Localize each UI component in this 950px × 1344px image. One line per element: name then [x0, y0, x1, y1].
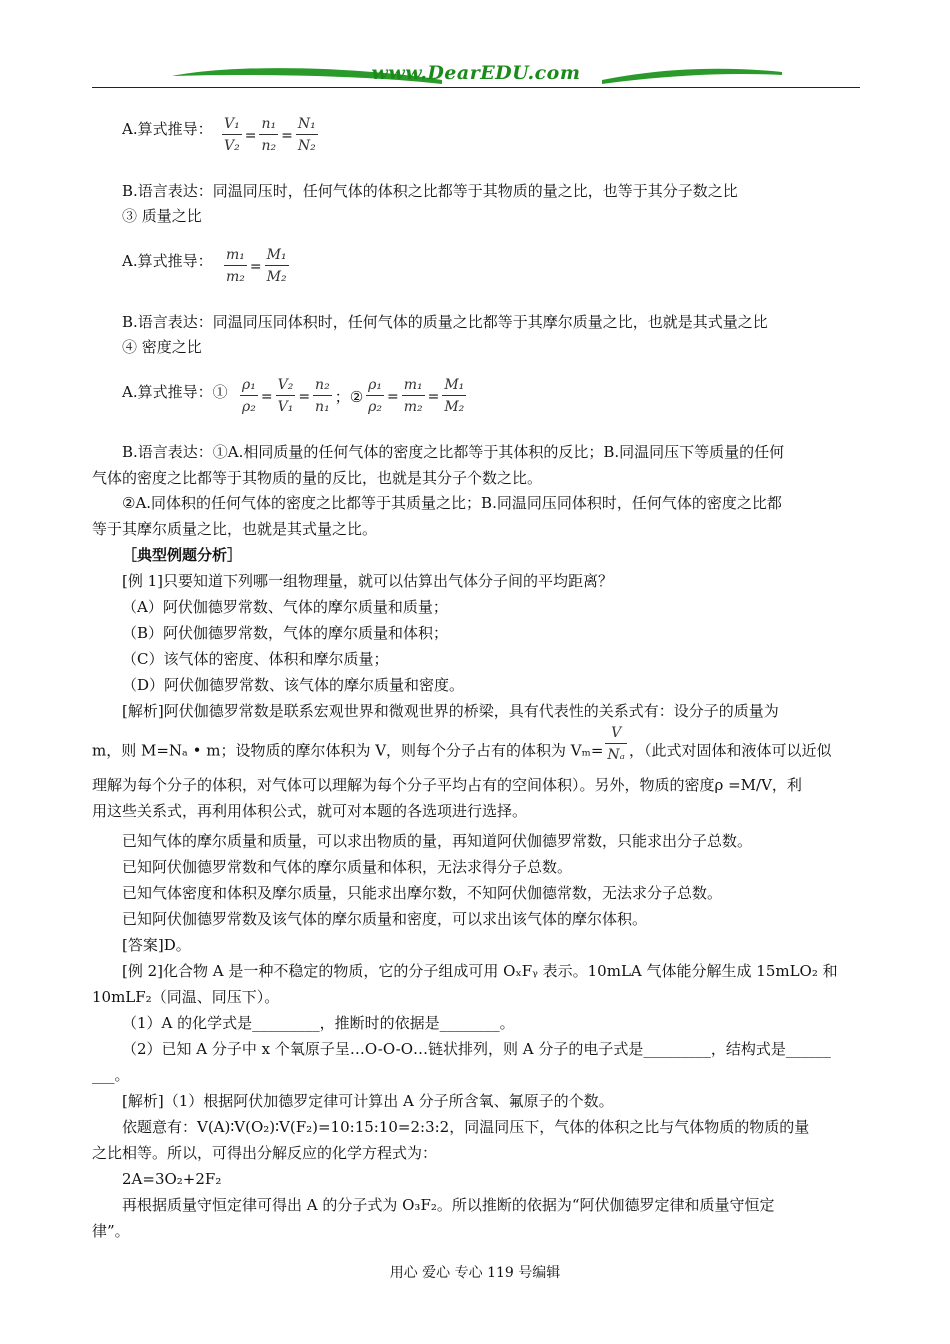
- reasoning-line: 已知阿伏伽德罗常数和气体的摩尔质量和体积，无法求得分子总数。: [122, 858, 573, 876]
- chemical-equation: 2A=3O₂+2F₂: [122, 1170, 222, 1188]
- density-ratio-formula: $\frac{\text{ρ₁}}{\text{ρ₂}}$ = $\frac{\text{V₂}}{\text{V₁}}$ = $\frac{\text{n₂}}{\text{n₁}}$ ；② $\frac{\text{ρ₁}}{\text{ρ₂}}$ = $\frac{\text{m₁}}{\text{m₂}}$ = $\frac{\text{M₁}}{\text{M₂}}$: [242, 377, 465, 415]
- right-swoosh-icon: [602, 64, 782, 86]
- analysis-line: 理解为每个分子的体积，对气体可以理解为每个分子平均占有的空间体积）。另外，物质的密度ρ =M/V，利: [92, 776, 802, 794]
- analysis-line: 再根据质量守恒定律可得出 A 的分子式为 O₃F₂。所以推断的依据为“阿伏伽德罗定律和质量守恒定: [122, 1196, 775, 1214]
- reasoning-line: 已知气体的摩尔质量和质量，可以求出物质的量，再知道阿伏伽德罗常数，只能求出分子总数。: [122, 832, 753, 850]
- option-b: （B）阿伏伽德罗常数，气体的摩尔质量和体积；: [122, 624, 449, 642]
- analysis-line: 依题意有：V(A)∶V(O₂)∶V(F₂)=10:15:10=2:3:2，同温同压下，气体的体积之比与气体物质的物质的量: [122, 1118, 810, 1136]
- analysis-line: 用这些关系式，再利用体积公式，就可对本题的各选项进行选择。: [92, 802, 528, 820]
- option-d: （D）阿伏伽德罗常数、该气体的摩尔质量和密度。: [122, 676, 465, 694]
- analysis-line: [解析]（1）根据阿伏加德罗定律可计算出 A 分子所含氧、氟原子的个数。: [122, 1092, 614, 1110]
- heading-density-ratio: ④ 密度之比: [122, 338, 202, 356]
- heading-mass-ratio: ③ 质量之比: [122, 207, 202, 225]
- analysis-line: 之比相等。所以，可得出分解反应的化学方程式为：: [92, 1144, 438, 1162]
- question-2-cont: ___。: [92, 1066, 130, 1084]
- question-2: （2）已知 A 分子中 x 个氧原子呈…O-O-O…链状排列，则 A 分子的电子式是_________，结构式是______: [122, 1040, 831, 1058]
- analysis-line-with-formula: m，则 M=Nₐ • m；设物质的摩尔体积为 V，则每个分子占有的体积为 Vₘ= $\frac{V}{\text{Nₐ}}$ ，（此式对固体和液体可以近似: [92, 725, 832, 763]
- answer-line: [答案]D。: [122, 936, 191, 954]
- example-2-question: [例 2]化合物 A 是一种不稳定的物质，它的分子组成可用 OₓFᵧ 表示。10mLA 气体能分解生成 15mLO₂ 和: [122, 962, 838, 980]
- statement-b1: B.语言表达：同温同压时，任何气体的体积之比都等于其物质的量之比，也等于其分子数之比: [122, 182, 738, 200]
- formula-label: A.算式推导：: [122, 120, 213, 138]
- option-a: （A）阿伏伽德罗常数、气体的摩尔质量和质量；: [122, 598, 448, 616]
- paragraph-line: ②A.同体积的任何气体的密度之比都等于其质量之比；B.同温同压同体积时，任何气体的密度之比都: [122, 494, 782, 512]
- paragraph-line: 等于其摩尔质量之比，也就是其式量之比。: [92, 520, 378, 538]
- paragraph-line: B.语言表达：①A.相同质量的任何气体的密度之比都等于其体积的反比；B.同温同压下等质量的任何: [122, 443, 785, 461]
- example-2-question-cont: 10mLF₂（同温、同压下）。: [92, 988, 280, 1006]
- example-1-question: [例 1]只要知道下列哪一组物理量，就可以估算出气体分子间的平均距离？: [122, 572, 614, 590]
- paragraph-line: 气体的密度之比都等于其物质的量的反比，也就是其分子个数之比。: [92, 469, 543, 487]
- reasoning-line: 已知阿伏伽德罗常数及该气体的摩尔质量和密度，可以求出该气体的摩尔体积。: [122, 910, 648, 928]
- question-1: （1）A 的化学式是_________，推断时的依据是________。: [122, 1014, 515, 1032]
- statement-b2: B.语言表达：同温同压同体积时，任何气体的质量之比都等于其摩尔质量之比，也就是其式量之比: [122, 313, 768, 331]
- site-logo[interactable]: www.DearEDU.com: [371, 62, 581, 84]
- page-header: [92, 58, 860, 92]
- section-heading: ［典型例题分析］: [122, 546, 243, 564]
- header-rule: [92, 87, 860, 88]
- mass-ratio-formula: $\frac{\text{m₁}}{\text{m₂}}$ = $\frac{\text{M₁}}{\text{M₂}}$: [226, 247, 287, 285]
- volume-ratio-formula: $\frac{\text{V₁}}{\text{V₂}}$ = $\frac{\text{n₁}}{\text{n₂}}$ = $\frac{\text{N₁}}{\text{N₂}}$: [224, 116, 316, 154]
- option-c: （C）该气体的密度、体积和摩尔质量；: [122, 650, 389, 668]
- analysis-line: [解析]阿伏伽德罗常数是联系宏观世界和微观世界的桥梁，具有代表性的关系式有：设分子的质量为: [122, 702, 779, 720]
- page-footer: 用心 爱心 专心 119 号编辑: [389, 1265, 561, 1281]
- formula-label: A.算式推导：①: [122, 383, 228, 401]
- formula-label: A.算式推导：: [122, 252, 213, 270]
- reasoning-line: 已知气体密度和体积及摩尔质量，只能求出摩尔数，不知阿伏伽德常数，无法求分子总数。: [122, 884, 723, 902]
- analysis-line: 律”。: [92, 1222, 130, 1240]
